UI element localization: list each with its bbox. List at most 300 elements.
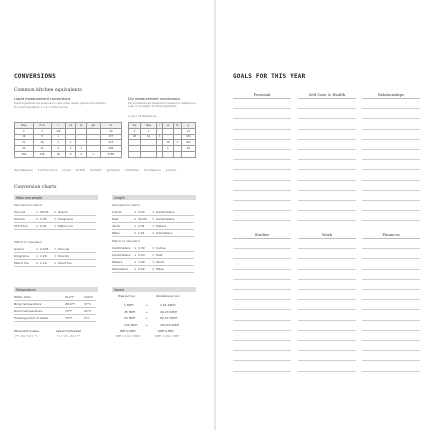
legend-item: fl oz=Fluid Ounce [37,169,58,172]
mass-label: Mass and weight [16,195,43,200]
conversion-from: Centimeters [112,246,131,250]
goal-heading-underline [362,238,420,239]
table-cell [181,151,195,157]
kmh-mph-label: KM/H to MPH [158,330,174,333]
goal-writing-line[interactable] [298,320,356,321]
table-cell: 16 [51,151,66,157]
multiply-icon: × [36,210,39,214]
multiply-icon: × [36,254,39,258]
equals-icon: = [152,224,155,228]
table-cell [173,151,181,157]
goal-heading-underline [362,98,420,99]
table-cell: 473 [100,140,121,146]
goal-heading-underline [233,98,291,99]
table-cell: 32 [15,140,34,146]
conversion-factor: 30.48 [138,217,147,221]
table-cell: 1 [51,134,66,140]
table-cell: 2 [51,140,66,146]
goal-writing-line[interactable] [362,220,420,221]
table-header-cell: oz [163,123,173,129]
conversion-to: Miles [156,267,164,271]
goal-writing-line[interactable] [298,210,356,211]
conversion-to: Feet [156,253,163,257]
row-divider [14,300,96,301]
multiply-icon: × [36,217,39,221]
table-cell: 256 [15,151,34,157]
goal-column-heading: Work [321,232,333,237]
row-divider [112,258,194,259]
goal-writing-line[interactable] [362,350,420,351]
row-divider [14,266,96,267]
table-cell: 1 [76,146,86,152]
conversion-factor: 0.035 [40,247,49,251]
conversion-from: Centimeters [112,253,131,257]
table-cell: 28 [181,146,195,152]
length-s1: Standard to metric [112,203,141,207]
goal-writing-line[interactable] [233,340,291,341]
table-cell: 1 [163,146,173,152]
length-label: Length [114,195,125,200]
goal-writing-line[interactable] [298,190,356,191]
goal-writing-line[interactable] [362,129,420,130]
f2c-label: Fahrenheit to Celsius [14,330,40,333]
temperature-bar [14,287,98,292]
conversion-from: Miles [112,231,120,235]
table-row [129,151,196,157]
legend-item: tsp=Teaspoons [144,169,161,172]
conversion-factor: 0.91 [138,224,145,228]
table-cell: 48 [129,134,141,140]
goal-column-heading: Personal [253,92,271,97]
conversion-factor: 0.03 [138,253,145,257]
f2c-formula: (°F - 32) / 1.8 = °C [15,335,38,338]
goal-writing-line[interactable] [362,299,420,300]
conversion-from: Inches [112,210,122,214]
table-cell: 1/8 [51,128,66,134]
equals-icon: = [54,224,57,228]
table-row [15,151,122,157]
table-cell: 1 [173,140,181,146]
goal-writing-line[interactable] [233,220,291,221]
row-divider [14,314,96,315]
arrow-right-icon: → [145,322,148,327]
goal-writing-line[interactable] [362,108,420,109]
goal-writing-line[interactable] [233,299,291,300]
goal-writing-line[interactable] [298,118,356,119]
table-cell: 240 [181,134,195,140]
temp-label: Room temperature [14,309,43,313]
table-cell: 32 [33,146,51,152]
goal-writing-line[interactable] [298,180,356,181]
table-cell: 2 [66,146,76,152]
conversion-to: Kilometers [156,231,173,235]
speed-head-kmh: Kilometers per hour [156,295,180,298]
goal-writing-line[interactable] [233,149,291,150]
goal-writing-line[interactable] [298,299,356,300]
table-cell [163,151,173,157]
conversion-to: Yards [156,260,164,264]
goal-writing-line[interactable] [298,139,356,140]
legend-item: pt=Pints [75,169,86,172]
multiply-icon: × [36,247,39,251]
multiply-icon: × [134,231,137,235]
legend-item: gal=Gallons [106,169,120,172]
speed-kmh: 160.93 KM/H [160,322,180,327]
row-divider [14,222,96,223]
mass-bar [14,195,98,200]
conversion-factor: 1.61 [138,231,145,235]
goal-writing-line[interactable] [233,279,291,280]
row-divider [112,229,194,230]
goal-writing-line[interactable] [233,289,291,290]
goal-writing-line[interactable] [362,190,420,191]
goal-heading-underline [298,98,356,99]
length-s2: Metric to standard [112,239,140,243]
goals-page [216,0,430,430]
temp-fahrenheit: 32°F [65,316,73,320]
table-header-cell: tbsp [15,123,34,129]
goal-writing-line[interactable] [298,360,356,361]
multiply-icon: × [36,261,39,265]
charts-heading: Conversion charts [14,185,57,190]
goal-writing-line[interactable] [362,139,420,140]
conversion-to: Pounds [58,254,69,258]
goal-writing-line[interactable] [298,309,356,310]
goal-writing-line[interactable] [362,371,420,372]
conversion-from: Grams [14,247,24,251]
goal-writing-line[interactable] [362,149,420,150]
conversion-from: Ounces [14,210,26,214]
arrow-right-icon: → [145,309,148,314]
goal-heading-underline [298,238,356,239]
table-cell: 8 [66,151,76,157]
dry-desc: Dry ingredients are measured in teaspoons, tablespoons, cups, or by weight, for these ingredients [128,102,197,108]
liquid-desc: Liquid ingredients are measured in cups, pints, quarts, gallons and milliliters [14,102,106,105]
goal-heading-underline [233,238,291,239]
liquid-title: Liquid measurement conversions [14,97,71,101]
temp-celsius: 22°C [84,309,92,313]
goal-column-heading: Relationships [377,92,405,97]
conversion-factor: 2.54 [138,210,145,214]
table-header-cell: fl oz [33,123,51,129]
goal-writing-line[interactable] [362,289,420,290]
multiply-icon: × [134,260,137,264]
speed-mph: 1 MPH [124,303,134,307]
table-cell: 8 [33,134,51,140]
row-divider [14,229,96,230]
conversion-from: Metric ton [14,261,30,265]
goal-writing-line[interactable] [233,200,291,201]
temp-label: Water boils [14,295,31,299]
abbreviation-legend [14,169,181,172]
dry-title: Dry measurement conversions [128,97,181,101]
conversion-from: Yards [112,224,120,228]
goal-writing-line[interactable] [362,330,420,331]
goal-writing-line[interactable] [233,320,291,321]
goal-writing-line[interactable] [362,309,420,310]
goal-writing-line[interactable] [298,279,356,280]
legend-item: g=Grams [165,169,177,172]
row-divider [112,265,194,266]
conversion-to: Centimeters [156,210,175,214]
goal-writing-line[interactable] [233,248,291,249]
goal-writing-line[interactable] [362,159,420,160]
temp-celsius: 100°C [84,295,94,299]
speed-kmh: 1.61 KM/H [160,303,176,307]
goal-writing-line[interactable] [362,360,420,361]
speed-head-mph: Miles per hour [118,295,136,298]
goal-column-heading: Self Care & Health [308,92,346,97]
equals-icon: = [54,261,57,265]
goal-writing-line[interactable] [233,309,291,310]
arrow-right-icon: → [145,303,148,307]
multiply-icon: × [134,246,137,250]
conversion-factor: 1.10 [40,261,47,265]
table-header-cell: ml [100,123,121,129]
table-cell: 16 [33,140,51,146]
goal-writing-line[interactable] [362,258,420,259]
temperature-label: Temperature [16,287,36,292]
speed-bar [112,287,196,292]
table-cell: 237 [100,134,121,140]
conversions-page [0,0,214,430]
goal-writing-line[interactable] [233,190,291,191]
conversion-to: Kilograms [58,217,73,221]
speed-label: Speed [114,287,124,292]
row-divider [112,222,194,223]
temp-label: Freezing point of water [14,316,49,320]
conversion-factor: 0.62 [138,267,145,271]
conversion-to: Meters [156,224,167,228]
goal-writing-line[interactable] [298,330,356,331]
dry-note: 1 cup = 16 tablespoons [128,115,157,118]
temp-fahrenheit: 98.6°F [65,302,75,306]
multiply-icon: × [134,253,137,257]
goal-writing-line[interactable] [298,350,356,351]
mph-kmh-label: MPH to KM/H [120,330,136,333]
goal-writing-line[interactable] [298,340,356,341]
kitchen-heading: Common kitchen equivalents [14,88,82,93]
conversion-from: Pounds [14,217,25,221]
goal-writing-line[interactable] [298,258,356,259]
equals-icon: = [152,210,155,214]
table-header-cell: c [156,123,162,129]
goal-writing-line[interactable] [362,279,420,280]
table-header-cell: tbsp [141,123,157,129]
goals-title: GOALS FOR THIS YEAR [233,73,306,80]
multiply-icon: × [134,267,137,271]
table-header-cell: tsp [129,123,141,129]
arrow-right-icon: → [145,316,148,320]
table-cell [141,151,157,157]
table-cell: 3 [129,128,141,134]
legend-item: ml=Milliliters [124,169,140,172]
equals-icon: = [54,217,57,221]
equals-icon: = [152,231,155,235]
multiply-icon: × [134,217,137,221]
conversion-to: Short ton [58,261,72,265]
table-cell: 3785 [100,151,121,157]
conversion-factor: 28.35 [40,210,49,214]
table-cell: 1 [141,128,157,134]
table-cell: 4 [76,151,86,157]
goal-writing-line[interactable] [233,330,291,331]
goal-writing-line[interactable] [233,371,291,372]
page-title: CONVERSIONS [14,73,56,80]
speed-mph: 100 MPH [124,322,138,327]
table-cell: 1 [86,151,100,157]
goal-writing-line[interactable] [298,159,356,160]
row-divider [14,307,96,308]
table-header-cell: lb [173,123,181,129]
table-cell: 128 [33,151,51,157]
table-cell: 15 [181,128,195,134]
goal-column-heading: Studies [254,232,270,237]
table-header-cell: qt [76,123,86,129]
conversion-from: Kilograms [14,254,29,258]
goal-writing-line[interactable] [362,340,420,341]
goal-writing-line[interactable] [362,200,420,201]
goal-writing-line[interactable] [233,159,291,160]
goal-writing-line[interactable] [362,269,420,270]
conversion-to: Centimeters [156,217,175,221]
multiply-icon: × [134,210,137,214]
goal-writing-line[interactable] [298,220,356,221]
goal-writing-line[interactable] [298,108,356,109]
goal-writing-line[interactable] [362,210,420,211]
table-header-cell: g [181,123,195,129]
table-cell: 4 [51,146,66,152]
length-bar [112,195,196,200]
mass-s2: Metric to standard [14,240,42,244]
mph-kmh-formula: MPH × 1.61 = KM/H [116,335,140,338]
goal-writing-line[interactable] [233,139,291,140]
row-divider [112,272,194,273]
goal-writing-line[interactable] [298,200,356,201]
table-cell: 16 [141,134,157,140]
goal-writing-line[interactable] [298,169,356,170]
equals-icon: = [152,253,155,257]
multiply-icon: × [36,224,39,228]
goal-writing-line[interactable] [298,149,356,150]
goal-writing-line[interactable] [298,371,356,372]
goal-writing-line[interactable] [362,169,420,170]
goal-writing-line[interactable] [233,350,291,351]
table-header-cell: gal [86,123,100,129]
goal-column-heading: Finances [382,232,400,237]
equals-icon: = [152,217,155,221]
goal-writing-line[interactable] [298,248,356,249]
table-cell: 2 [15,128,34,134]
liquid-table [14,122,122,158]
dry-table [128,122,196,158]
goal-writing-line[interactable] [298,289,356,290]
equals-icon: = [54,254,57,258]
equals-icon: = [152,260,155,264]
table-cell: 16 [15,134,34,140]
goal-writing-line[interactable] [233,360,291,361]
temp-celsius: 37°C [84,302,92,306]
c2f-label: Celsius to Fahrenheit [56,330,82,333]
goal-writing-line[interactable] [298,129,356,130]
goal-writing-line[interactable] [362,248,420,249]
speed-kmh: 80.47 KM/H [160,316,178,320]
temp-celsius: 0°C [84,316,90,320]
speed-kmh: 40.23 KM/H [160,309,178,314]
table-cell: 454 [181,140,195,146]
equals-icon: = [152,267,155,271]
table-cell: 16 [163,140,173,146]
goal-writing-line[interactable] [233,210,291,211]
goal-writing-line[interactable] [362,320,420,321]
table-cell: 64 [15,146,34,152]
table-header-cell: pt [66,123,76,129]
table-cell [129,151,141,157]
speed-mph: 50 MPH [124,316,136,320]
conversion-to: Inches [156,246,166,250]
mass-s1: Standard to metric [14,203,43,207]
table-cell: 1 [33,128,51,134]
temp-label: Body temperature [14,302,42,306]
legend-item: qt=Quarts [90,169,102,172]
row-divider [14,215,96,216]
goal-writing-line[interactable] [233,269,291,270]
equals-icon: = [152,246,155,250]
table-header-cell: c [51,123,66,129]
conversion-from: Meters [112,260,123,264]
multiply-icon: × [134,224,137,228]
conversion-factor: 0.39 [138,246,145,250]
equals-icon: = [54,247,57,251]
row-divider [112,236,194,237]
goal-writing-line[interactable] [362,118,420,119]
table-cell: 30 [100,128,121,134]
row-divider [14,259,96,260]
conversion-factor: 0.91 [40,224,47,228]
kmh-mph-formula: KM/H × 0.62 = MPH [155,335,179,338]
goal-writing-line[interactable] [233,118,291,119]
row-divider [112,215,194,216]
conversion-to: Grams [58,210,68,214]
equals-icon: = [54,210,57,214]
goal-writing-line[interactable] [233,169,291,170]
goal-writing-line[interactable] [233,108,291,109]
conversion-to: Metric ton [58,224,74,228]
goal-writing-line[interactable] [233,180,291,181]
legend-item: tbsp=Tablespoon [14,169,33,172]
legend-item: c=Cups [62,169,71,172]
speed-mph: 25 MPH [124,309,136,314]
row-divider [112,251,194,252]
c2f-formula: °C × 1.8 + 32 = °F [57,335,80,338]
row-divider [14,252,96,253]
goal-writing-line[interactable] [233,258,291,259]
conversion-from: Short ton [14,224,28,228]
conversion-factor: 2.20 [40,254,47,258]
liquid-note: For liquid ingredients: 1 cup = 8 fluid ounces [14,106,68,109]
table-cell: 1 [156,134,162,140]
goal-writing-line[interactable] [362,180,420,181]
conversion-factor: 1.09 [138,260,145,264]
table-cell: 946 [100,146,121,152]
goal-writing-line[interactable] [298,269,356,270]
conversion-from: Kilometers [112,267,129,271]
conversion-from: Feet [112,217,119,221]
row-divider [14,321,96,322]
conversion-to: Ounces [58,247,70,251]
goal-writing-line[interactable] [233,129,291,130]
temp-fahrenheit: 72°F [65,309,73,313]
